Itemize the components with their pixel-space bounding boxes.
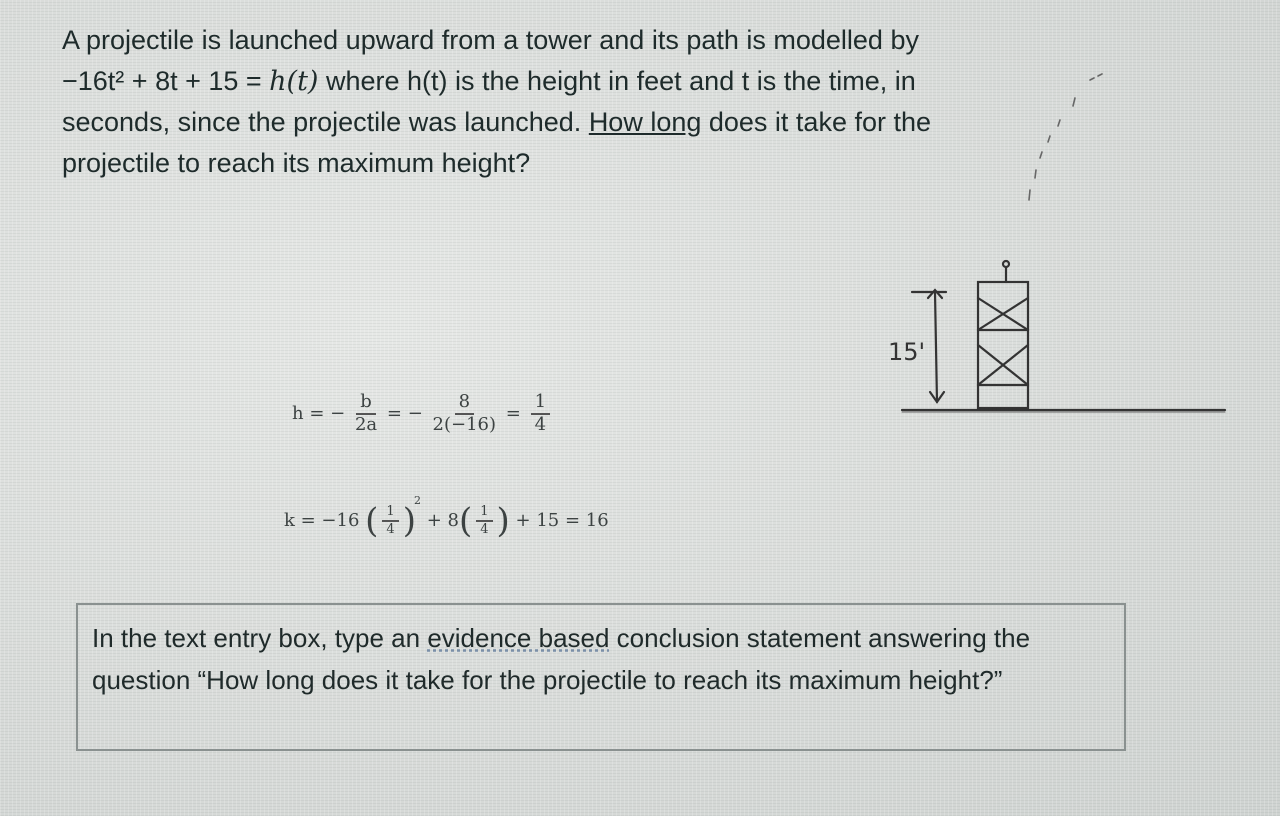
question-line-3-start: seconds, since the projectile was launched. <box>62 107 589 137</box>
question-line-4: projectile to reach its maximum height? <box>62 148 531 178</box>
denominator-2a: 2a <box>354 413 378 435</box>
prompt-start: In the text entry box, type an <box>92 623 428 653</box>
denominator-4: 4 <box>534 413 547 435</box>
k-lhs: k = −16 <box>284 510 360 531</box>
minus-sign-2: − <box>407 402 423 424</box>
k-fraction-1-den: 4 <box>386 522 395 537</box>
trajectory-dots <box>1029 74 1102 200</box>
tower-drawing <box>978 261 1028 408</box>
k-fraction-2 <box>476 505 492 536</box>
open-paren-2: ( <box>458 501 473 541</box>
height-function: h(t) <box>269 66 319 97</box>
minus-sign: − <box>330 402 346 424</box>
fraction-1-over-4 <box>531 393 550 435</box>
h-lhs: h = <box>292 402 325 424</box>
prompt-end: conclusion statement answering the question “How long does it take for the projectile to reach its maximum height?” <box>92 623 1031 695</box>
k-tail: + 15 = 16 <box>515 510 609 531</box>
plus-8: + 8 <box>426 510 459 531</box>
close-paren: ) <box>402 501 416 541</box>
fraction-b-over-2a <box>355 393 377 435</box>
height-label: 15' <box>888 338 926 366</box>
k-fraction-1-num: 1 <box>382 505 398 522</box>
numerator-b: b <box>356 393 376 415</box>
numerator-8: 8 <box>455 393 474 415</box>
squared-exponent: 2 <box>413 494 421 507</box>
close-paren-2: ) <box>496 501 510 541</box>
question-line-3-end: does it take for the <box>701 107 932 137</box>
tower-sketch <box>880 40 1250 440</box>
evidence-based-text: evidence based <box>427 623 610 653</box>
denominator-2-neg16: 2(−16) <box>432 413 497 435</box>
conclusion-prompt-box <box>76 603 1126 751</box>
k-fraction-2-den: 4 <box>480 522 489 537</box>
underlined-how-long: How long <box>588 107 702 137</box>
fraction-8-over-2-neg16 <box>433 393 496 435</box>
open-paren: ( <box>365 501 379 541</box>
vertex-h-equation <box>292 393 554 435</box>
numerator-1: 1 <box>531 393 550 415</box>
equals-sign: = <box>386 402 402 424</box>
quadratic-expression: −16t² + 8t + 15 = <box>62 66 270 96</box>
equals-sign-2: = <box>505 402 521 424</box>
question-line-2-rest: where h(t) is the height in feet and t is the time, in <box>318 66 916 96</box>
vertex-k-equation <box>284 494 609 541</box>
k-fraction-2-num: 1 <box>476 505 492 522</box>
k-fraction-1 <box>382 505 398 536</box>
question-line-1: A projectile is launched upward from a tower and its path is modelled by <box>62 25 919 55</box>
